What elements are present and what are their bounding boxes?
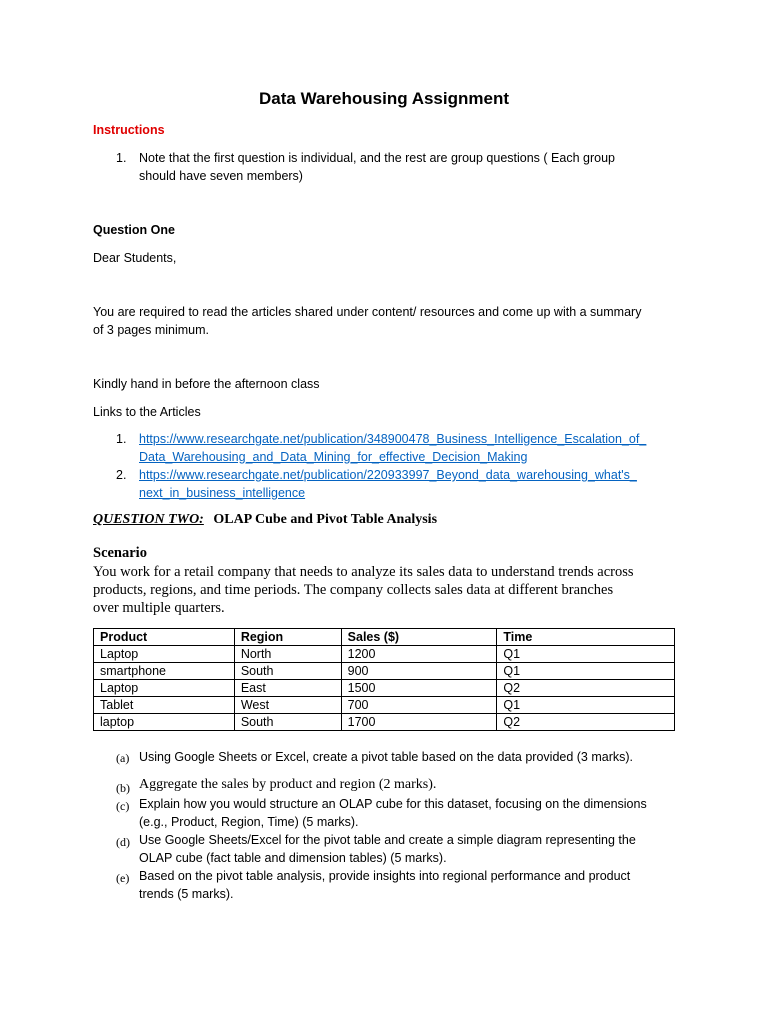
- table-cell: Q1: [497, 663, 675, 680]
- table-header-cell: Region: [234, 629, 341, 646]
- task-d-line-1: Use Google Sheets/Excel for the pivot table and create a simple diagram representing the: [139, 833, 636, 847]
- task-c-text: [139, 796, 647, 831]
- instructions-heading: Instructions: [93, 123, 165, 137]
- task-d-text: [139, 832, 636, 867]
- table-cell: North: [234, 646, 341, 663]
- scenario-line-3: over multiple quarters.: [93, 600, 225, 616]
- table-cell: laptop: [94, 714, 235, 731]
- deadline-text: Kindly hand in before the afternoon class: [93, 377, 320, 391]
- sales-table: [93, 628, 675, 731]
- table-row: [94, 680, 675, 697]
- table-row: [94, 646, 675, 663]
- scenario-line-1: You work for a retail company that needs to analyze its sales data to understand trends across: [93, 564, 634, 580]
- task-d-line-2: OLAP cube (fact table and dimension tables) (5 marks).: [139, 850, 447, 865]
- document-title: Data Warehousing Assignment: [259, 89, 509, 108]
- article-link-1[interactable]: [139, 431, 646, 466]
- table-cell: Q1: [497, 646, 675, 663]
- table-header-cell: Product: [94, 629, 235, 646]
- question-two-heading: [93, 512, 437, 528]
- table-row: [94, 697, 675, 714]
- task-label: (d): [116, 835, 130, 849]
- task-b-text: Aggregate the sales by product and region (2 marks).: [139, 777, 437, 792]
- table-cell: 700: [341, 697, 497, 714]
- table-header-cell: Time: [497, 629, 675, 646]
- instruction-item-number: 1.: [116, 151, 127, 165]
- scenario-line-2: products, regions, and time periods. The company collects sales data at different branches: [93, 582, 614, 598]
- table-cell: 1200: [341, 646, 497, 663]
- table-cell: East: [234, 680, 341, 697]
- link-number: 2.: [116, 468, 127, 482]
- task-label: (a): [116, 751, 130, 765]
- table-cell: Laptop: [94, 646, 235, 663]
- task-c-line-1: Explain how you would structure an OLAP cube for this dataset, focusing on the dimensions: [139, 797, 647, 811]
- article-link-2[interactable]: [139, 467, 637, 502]
- scenario-text: [93, 563, 634, 617]
- task-label: (c): [116, 799, 130, 813]
- question-two-label: QUESTION TWO:: [93, 512, 204, 527]
- task-c-line-2: (e.g., Product, Region, Time) (5 marks).: [139, 814, 359, 829]
- task-a-text: Using Google Sheets or Excel, create a pivot table based on the data provided (3 marks).: [139, 750, 634, 764]
- task-label: (b): [116, 781, 130, 795]
- article-link-1-line-2[interactable]: Data_Warehousing_and_Data_Mining_for_effective_Decision_Making: [139, 449, 528, 464]
- greeting: Dear Students,: [93, 251, 177, 265]
- table-row: [94, 714, 675, 731]
- body-line-1: You are required to read the articles shared under content/ resources and come up with a summary: [93, 305, 642, 319]
- table-cell: 1700: [341, 714, 497, 731]
- task-e-line-1: Based on the pivot table analysis, provide insights into regional performance and product: [139, 869, 631, 883]
- table-header-row: [94, 629, 675, 646]
- task-label: (e): [116, 871, 130, 885]
- task-e-text: [139, 868, 630, 903]
- table-cell: Q2: [497, 714, 675, 731]
- scenario-heading: Scenario: [93, 545, 147, 561]
- article-link-2-line-2[interactable]: next_in_business_intelligence: [139, 485, 306, 500]
- table-cell: West: [234, 697, 341, 714]
- table-cell: 1500: [341, 680, 497, 697]
- instruction-line-2: should have seven members): [139, 168, 303, 183]
- table-cell: Tablet: [94, 697, 235, 714]
- question-two-title: OLAP Cube and Pivot Table Analysis: [213, 512, 438, 527]
- table-cell: South: [234, 714, 341, 731]
- table-cell: 900: [341, 663, 497, 680]
- instruction-line-1: Note that the first question is individual, and the rest are group questions ( Each group: [139, 151, 615, 165]
- link-number: 1.: [116, 432, 127, 446]
- table-row: [94, 663, 675, 680]
- table-cell: Q2: [497, 680, 675, 697]
- question-one-body: [93, 304, 641, 339]
- question-one-heading: Question One: [93, 223, 175, 237]
- article-link-1-line-1[interactable]: https://www.researchgate.net/publication/348900478_Business_Intelligence_Escalation_of_: [139, 432, 647, 446]
- table-cell: South: [234, 663, 341, 680]
- table-cell: Laptop: [94, 680, 235, 697]
- body-line-2: of 3 pages minimum.: [93, 322, 210, 337]
- table-cell: smartphone: [94, 663, 235, 680]
- task-e-line-2: trends (5 marks).: [139, 886, 234, 901]
- article-link-2-line-1[interactable]: https://www.researchgate.net/publication/220933997_Beyond_data_warehousing_what's_: [139, 468, 637, 482]
- table-cell: Q1: [497, 697, 675, 714]
- table-header-cell: Sales ($): [341, 629, 497, 646]
- instruction-item-text: [139, 150, 615, 185]
- links-label: Links to the Articles: [93, 405, 201, 419]
